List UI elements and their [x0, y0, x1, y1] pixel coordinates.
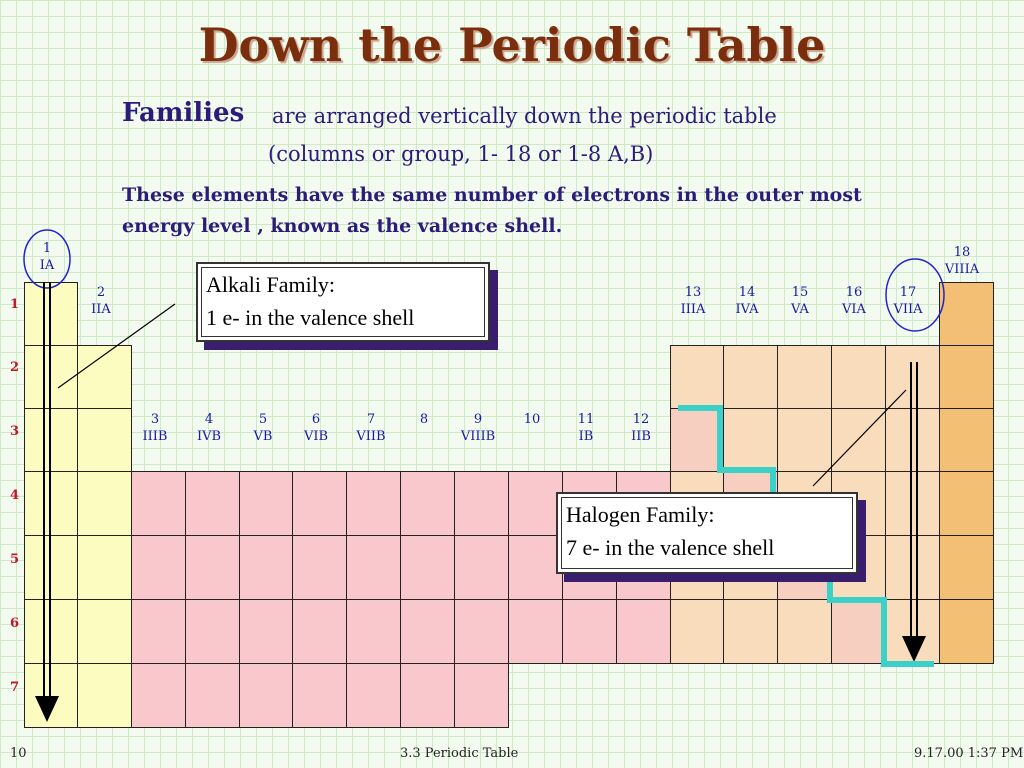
group-number: 5	[258, 412, 268, 427]
group-number: 12	[632, 412, 650, 427]
period-label-4: 4	[10, 488, 20, 503]
group-number: 8	[419, 412, 429, 427]
group-roman: VIIIA	[944, 262, 980, 277]
group-number: 7	[366, 412, 376, 427]
group-number: 15	[791, 285, 809, 300]
group-number: 16	[845, 285, 863, 300]
group-number: 13	[684, 285, 702, 300]
group-roman: VB	[253, 429, 273, 444]
group-1-down-arrow	[35, 282, 59, 722]
slide-number: 10	[10, 746, 27, 761]
halogen-pointer-line	[813, 390, 906, 486]
group-number: 14	[738, 285, 756, 300]
group-number: 6	[311, 412, 321, 427]
group-17-down-arrow	[902, 362, 926, 662]
group-roman: IIB	[631, 429, 651, 444]
group-roman: IIIA	[680, 302, 706, 317]
group-roman: VIIIB	[460, 429, 496, 444]
group-1-circle	[24, 230, 70, 288]
group-number: 1	[42, 241, 52, 256]
group-roman: VIIA	[893, 302, 923, 317]
period-label-7: 7	[10, 680, 20, 695]
halogen-callout-title: Halogen Family:	[566, 502, 715, 527]
period-label-1: 1	[10, 297, 20, 312]
group-roman: IB	[578, 429, 594, 444]
period-label-5: 5	[10, 552, 20, 567]
group-roman: IA	[39, 258, 55, 273]
alkali-pointer-line	[58, 304, 175, 388]
group-number: 4	[204, 412, 214, 427]
group-number: 3	[150, 412, 160, 427]
footer-title: 3.3 Periodic Table	[400, 746, 519, 761]
group-roman: VIIB	[356, 429, 386, 444]
group-roman: VA	[791, 302, 809, 317]
group-roman: IVB	[196, 429, 222, 444]
page-title: Down the Periodic Table	[198, 18, 826, 72]
families-description-line2: (columns or group, 1- 18 or 1-8 A,B)	[268, 142, 654, 166]
period-label-3: 3	[10, 424, 20, 439]
valence-description: These elements have the same number of electrons in the outer most energy level , known as the valence shell.	[122, 184, 862, 237]
group-roman: VIA	[842, 302, 866, 317]
families-heading: Families	[122, 98, 245, 128]
period-label-6: 6	[10, 616, 20, 631]
group-17-circle	[886, 259, 944, 331]
halogen-family-callout	[556, 492, 858, 574]
group-roman: IIIB	[142, 429, 168, 444]
alkali-callout-text: 1 e- in the valence shell	[206, 305, 415, 330]
group-roman: IVA	[735, 302, 759, 317]
group-number: 11	[577, 412, 595, 427]
group-roman: VIB	[303, 429, 329, 444]
families-description-line1: are arranged vertically down the periodic table	[272, 104, 777, 128]
period-label-2: 2	[10, 360, 20, 375]
alkali-callout-title: Alkali Family:	[206, 272, 335, 297]
alkali-family-callout	[196, 262, 490, 342]
group-number: 18	[953, 245, 971, 260]
halogen-callout-text: 7 e- in the valence shell	[566, 535, 775, 560]
footer-date: 9.17.00 1:37 PM	[914, 746, 1024, 761]
group-number: 2	[96, 285, 106, 300]
group-roman: IIA	[91, 302, 111, 317]
group-number: 17	[899, 285, 917, 300]
group-number: 10	[523, 412, 541, 427]
group-number: 9	[473, 412, 483, 427]
